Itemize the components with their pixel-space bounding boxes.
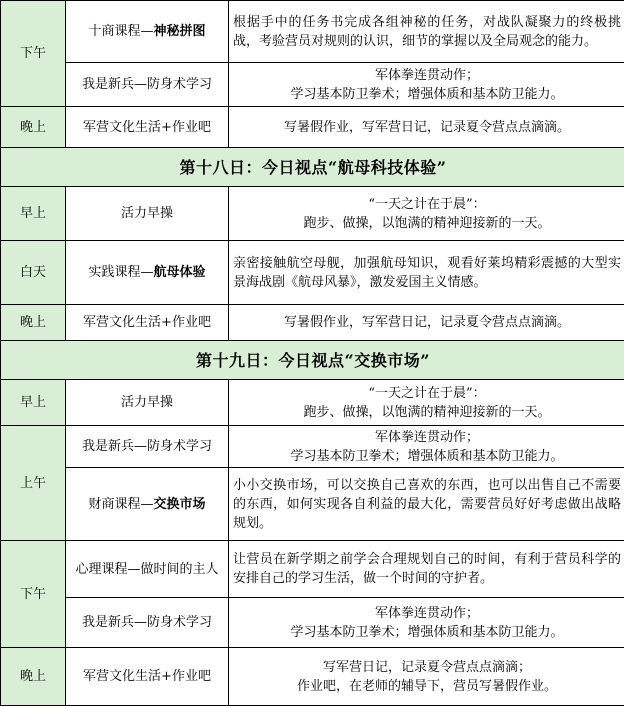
course-cell: 我是新兵—防身术学习 (66, 598, 229, 648)
schedule-row (1, 241, 624, 305)
course-cell: 我是新兵—防身术学习 (66, 63, 229, 107)
schedule-row (1, 187, 624, 241)
description-cell: 小小交换市场，可以交换自己喜欢的东西，也可以出售自己不需要的东西，如何实现各自利益的最大化，需要营员好好考虑做出战略规划。 (229, 468, 624, 541)
description-line: 跑步、做操，以饱满的精神迎接新的一天。 (233, 214, 621, 233)
course-highlight: 航母体验 (154, 265, 206, 280)
description-cell: 写暑假作业，写军营日记，记录夏令营点点滴滴。 (229, 305, 624, 341)
schedule-row (1, 1, 624, 63)
course-prefix: 财商课程— (88, 497, 153, 512)
description-cell: 写暑假作业，写军营日记，记录夏令营点点滴滴。 (229, 107, 624, 148)
course-prefix: 实践课程— (88, 265, 153, 280)
day-header-title: 第十九日：今日视点“交换市场” (1, 341, 624, 380)
period-cell: 晚上 (1, 305, 66, 341)
description-line: 写军营日记，记录夏令营点点滴滴； (233, 658, 621, 677)
day-header-title: 第十八日：今日视点“航母科技体验” (1, 148, 624, 187)
period-cell: 早上 (1, 380, 66, 426)
schedule-row (1, 541, 624, 598)
schedule-row (1, 63, 624, 107)
description-line: 学习基本防卫拳术；增强体质和基本防卫能力。 (233, 623, 621, 642)
course-cell: 心理课程—做时间的主人 (66, 541, 229, 598)
schedule-row (1, 468, 624, 541)
period-cell: 上午 (1, 426, 66, 541)
course-prefix: 十商课程— (88, 24, 153, 39)
description-cell (229, 426, 624, 468)
day-header-row (1, 341, 624, 380)
description-cell: 亲密接触航空母舰，加强航母知识，观看好莱坞精彩震撼的大型实景海战剧《航母风暴》，激发爱国主义情感。 (229, 241, 624, 305)
description-line: “一天之计在于晨”： (233, 384, 621, 403)
description-line: 军体拳连贯动作； (233, 428, 621, 447)
description-line: 军体拳连贯动作； (233, 604, 621, 623)
course-cell (66, 468, 229, 541)
description-cell (229, 63, 624, 107)
period-cell: 下午 (1, 1, 66, 107)
course-cell: 我是新兵—防身术学习 (66, 426, 229, 468)
period-cell: 晚上 (1, 648, 66, 706)
course-cell: 活力早操 (66, 380, 229, 426)
course-cell (66, 1, 229, 63)
description-line: 军体拳连贯动作； (233, 66, 621, 85)
period-cell: 早上 (1, 187, 66, 241)
description-line: 学习基本防卫拳术；增强体质和基本防卫能力。 (233, 447, 621, 466)
schedule-row (1, 107, 624, 148)
description-cell: 让营员在新学期之前学会合理规划自己的时间，有利于营员科学的安排自己的学习生活，做一个时间的守护者。 (229, 541, 624, 598)
description-cell (229, 380, 624, 426)
schedule-row (1, 305, 624, 341)
period-cell: 下午 (1, 541, 66, 648)
course-cell: 军营文化生活+作业吧 (66, 648, 229, 706)
period-cell: 白天 (1, 241, 66, 305)
course-cell: 军营文化生活+作业吧 (66, 305, 229, 341)
description-cell: 根据手中的任务书完成各组神秘的任务，对战队凝聚力的终极挑战，考验营员对规则的认识，细节的掌握以及全局观念的能力。 (229, 1, 624, 63)
course-highlight: 交换市场 (154, 497, 206, 512)
schedule-row (1, 598, 624, 648)
course-cell: 军营文化生活+作业吧 (66, 107, 229, 148)
course-cell (66, 241, 229, 305)
schedule-row (1, 648, 624, 706)
description-cell (229, 187, 624, 241)
day-header-row (1, 148, 624, 187)
description-line: 跑步、做操，以饱满的精神迎接新的一天。 (233, 403, 621, 422)
description-line: 作业吧，在老师的辅导下，营员写暑假作业。 (233, 677, 621, 696)
period-cell: 晚上 (1, 107, 66, 148)
description-cell (229, 648, 624, 706)
course-cell: 活力早操 (66, 187, 229, 241)
description-line: “一天之计在于晨”： (233, 195, 621, 214)
description-line: 学习基本防卫拳术；增强体质和基本防卫能力。 (233, 85, 621, 104)
course-highlight: 神秘拼图 (154, 24, 206, 39)
description-cell (229, 598, 624, 648)
schedule-row (1, 426, 624, 468)
schedule-row (1, 380, 624, 426)
